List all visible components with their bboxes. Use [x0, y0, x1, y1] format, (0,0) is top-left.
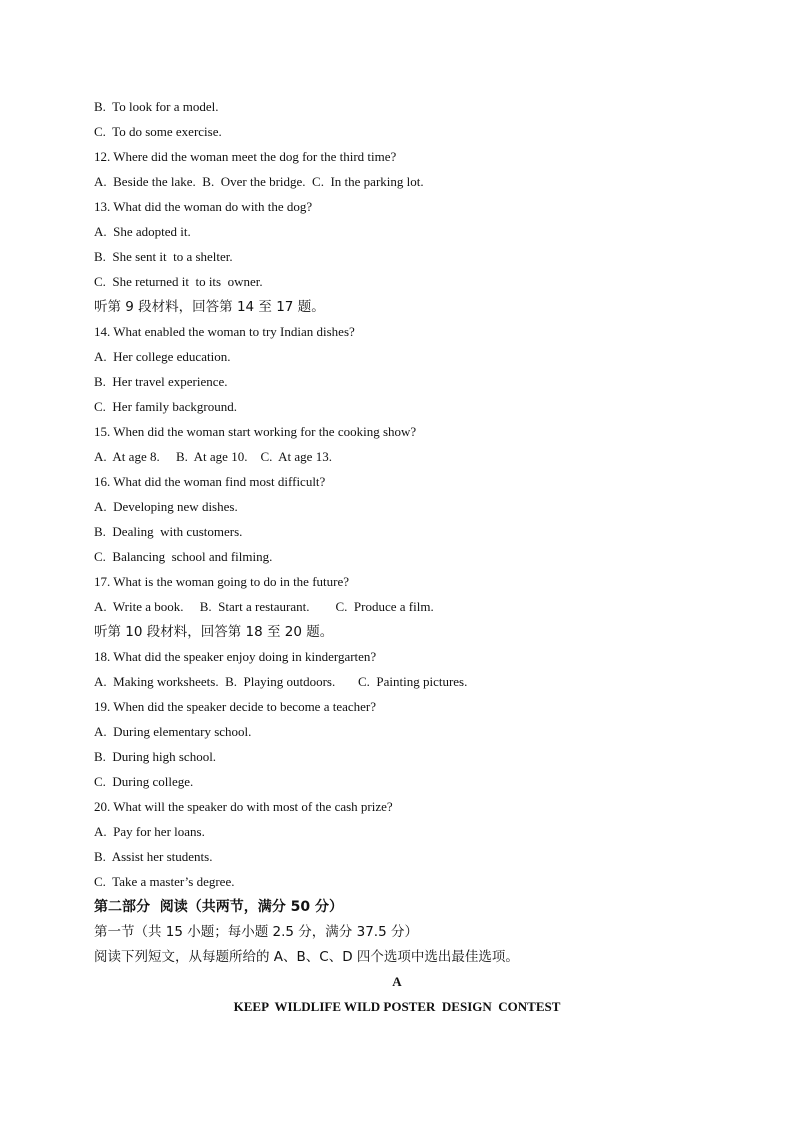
option-line: A. Developing new dishes.	[94, 499, 238, 514]
text-line: B. To look for a model.	[94, 99, 219, 114]
options-line: A. Making worksheets. B. Playing outdoors. C. Painting pictures.	[94, 674, 468, 689]
question-line: 14. What enabled the woman to try Indian dishes?	[94, 324, 355, 339]
option-line: A. Pay for her loans.	[94, 824, 205, 839]
option-line: B. She sent it to a shelter.	[94, 249, 233, 264]
question-line: 19. When did the speaker decide to become a teacher?	[94, 699, 377, 714]
subsection-heading: 第一节（共 15 小题；每小题 2.5 分，满分 37.5 分）	[94, 924, 418, 940]
options-line: A. Beside the lake. B. Over the bridge. C. In the parking lot.	[94, 174, 424, 189]
section-heading: 第二部分 阅读（共两节，满分 50 分）	[94, 899, 343, 915]
question-line: 12. Where did the woman meet the dog for the third time?	[94, 149, 397, 164]
question-line: 16. What did the woman find most difficult?	[94, 474, 326, 489]
option-line: C. Balancing school and filming.	[94, 549, 273, 564]
option-line: C. Her family background.	[94, 399, 237, 414]
question-line: 20. What will the speaker do with most of the cash prize?	[94, 799, 393, 814]
passage-letter: A	[392, 974, 402, 989]
question-line: 17. What is the woman going to do in the future?	[94, 574, 350, 589]
option-line: C. She returned it to its owner.	[94, 274, 263, 289]
passage-title: KEEP WILDLIFE WILD POSTER DESIGN CONTEST	[233, 999, 561, 1014]
option-line: B. During high school.	[94, 749, 217, 764]
document-page	[94, 97, 714, 1022]
option-line: C. During college.	[94, 774, 194, 789]
question-line: 15. When did the woman start working for the cooking show?	[94, 424, 417, 439]
option-line: B. Dealing with customers.	[94, 524, 243, 539]
instruction-line: 阅读下列短文，从每题所给的 A、B、C、D 四个选项中选出最佳选项。	[94, 949, 519, 965]
instruction-line: 听第 10 段材料，回答第 18 至 20 题。	[94, 624, 334, 640]
instruction-line: 听第 9 段材料，回答第 14 至 17 题。	[94, 299, 325, 315]
options-line: A. At age 8. B. At age 10. C. At age 13.	[94, 449, 332, 464]
option-line: B. Her travel experience.	[94, 374, 228, 389]
options-line: A. Write a book. B. Start a restaurant. C. Produce a film.	[94, 599, 434, 614]
question-line: 18. What did the speaker enjoy doing in kindergarten?	[94, 649, 377, 664]
option-line: A. Her college education.	[94, 349, 231, 364]
text-line: C. To do some exercise.	[94, 124, 222, 139]
option-line: A. During elementary school.	[94, 724, 252, 739]
option-line: A. She adopted it.	[94, 224, 191, 239]
option-line: B. Assist her students.	[94, 849, 213, 864]
option-line: C. Take a master’s degree.	[94, 874, 235, 889]
question-line: 13. What did the woman do with the dog?	[94, 199, 313, 214]
